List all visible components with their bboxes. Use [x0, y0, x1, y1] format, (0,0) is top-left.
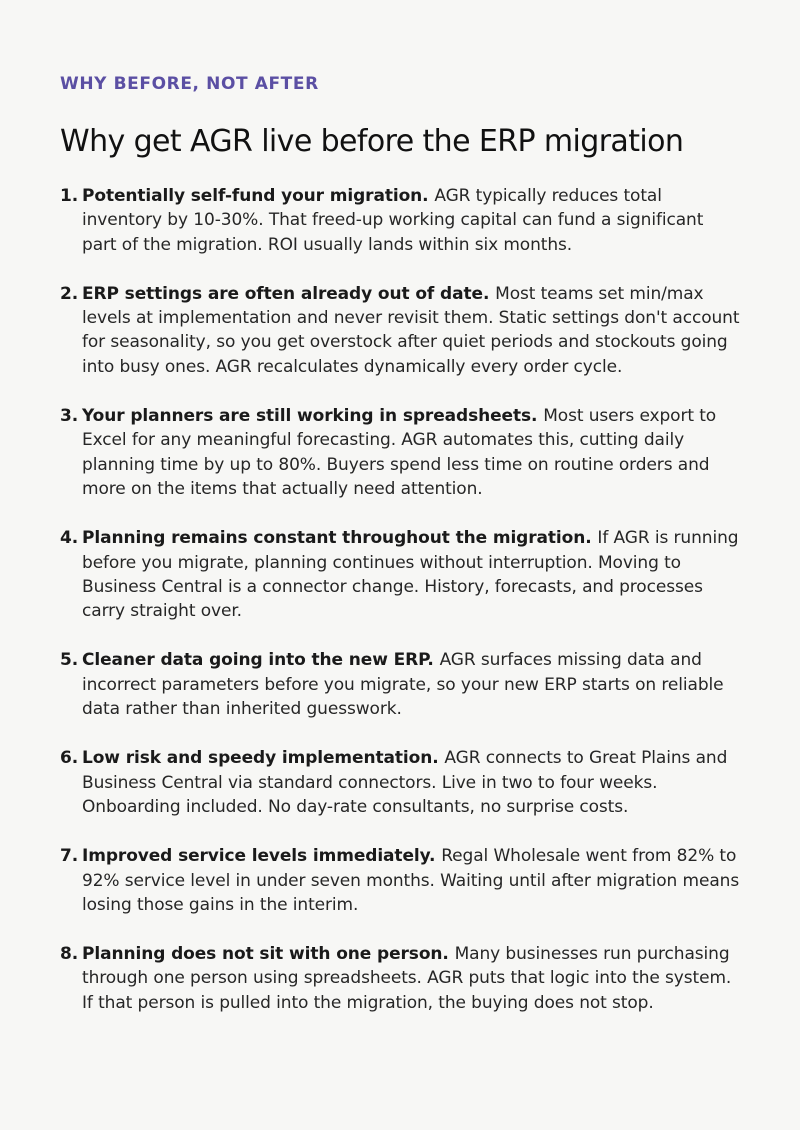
- item-text: AGR connects to Great Plains and Business Central via standard connectors. Live in two to four weeks. Onboarding included. No day-rate consultants, no surprise costs.: [82, 748, 728, 817]
- reasons-list: [60, 184, 740, 1015]
- item-content: [82, 282, 740, 379]
- item-lead: Low risk and speedy implementation.: [82, 748, 445, 769]
- item-lead: Planning does not sit with one person.: [82, 944, 455, 965]
- page-title: Why get AGR live before the ERP migration: [60, 124, 684, 159]
- item-number: 6.: [60, 748, 79, 769]
- eyebrow-label: WHY BEFORE, NOT AFTER: [60, 74, 319, 94]
- list-item: [60, 942, 740, 1015]
- item-text: Most users export to Excel for any meaningful forecasting. AGR automates this, cutting daily planning time by up to 80%. Buyers spend less time on routine orders and more on the items that actually need attention.: [82, 406, 717, 499]
- item-lead: Potentially self-fund your migration.: [82, 186, 435, 206]
- list-item: [60, 746, 740, 819]
- item-lead: Improved service levels immediately.: [82, 846, 442, 867]
- item-lead: Planning remains constant throughout the migration.: [82, 528, 598, 549]
- list-item: [60, 844, 740, 917]
- item-content: [82, 746, 740, 819]
- item-number: 7.: [60, 846, 79, 867]
- item-number: 1.: [60, 186, 79, 206]
- item-lead: Cleaner data going into the new ERP.: [82, 650, 440, 671]
- list-item: [60, 404, 740, 501]
- list-item: [60, 184, 740, 257]
- list-item: [60, 282, 740, 379]
- item-content: [82, 404, 740, 501]
- item-content: [82, 184, 740, 257]
- item-text: If AGR is running before you migrate, planning continues without interruption. Moving to Business Central is a connector change. History, forecasts, and processes carry straight over.: [82, 528, 739, 622]
- item-content: [82, 942, 740, 1015]
- item-text: AGR typically reduces total inventory by 10-30%. That freed-up working capital can fund a significant part of the migration. ROI usually lands within six months.: [82, 186, 704, 255]
- list-item: [60, 526, 740, 623]
- item-content: [82, 526, 740, 623]
- item-text: AGR surfaces missing data and incorrect parameters before you migrate, so your new ERP starts on reliable data rather than inherited guesswork.: [82, 650, 724, 720]
- item-number: 4.: [60, 528, 79, 549]
- item-text: Regal Wholesale went from 82% to 92% service level in under seven months. Waiting until after migration means losing those gains in the interim.: [82, 846, 740, 915]
- item-lead: Your planners are still working in spreadsheets.: [82, 406, 544, 427]
- item-number: 5.: [60, 650, 79, 671]
- list-item: [60, 648, 740, 721]
- item-text: Most teams set min/max levels at implementation and never revisit them. Static settings don't account for seasonality, so you get overstock after quiet periods and stockouts going into busy ones. AGR recalculates dynamically every order cycle.: [82, 283, 740, 377]
- item-content: [82, 844, 740, 917]
- item-number: 8.: [60, 944, 79, 965]
- item-lead: ERP settings are often already out of date.: [82, 283, 496, 304]
- item-content: [82, 648, 740, 721]
- item-text: Many businesses run purchasing through one person using spreadsheets. AGR puts that logic into the system. If that person is pulled into the migration, the buying does not stop.: [82, 944, 732, 1013]
- item-number: 2.: [60, 283, 79, 304]
- item-number: 3.: [60, 406, 79, 427]
